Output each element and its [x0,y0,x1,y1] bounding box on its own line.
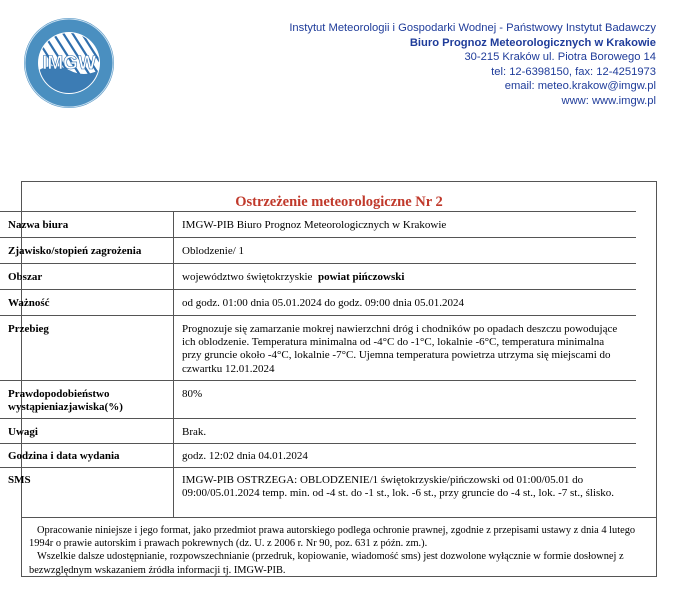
table-row [0,419,636,444]
row-value [174,264,637,290]
table-row [0,238,636,264]
copyright-paragraph: Opracowanie niniejsze i jego format, jako przedmiot prawa autorskiego podlega ochronie prawnej, zgodnie z przepisami ustawy z dnia 4 lutego 1994r o prawie autorskim i prawach pokrewnych (dz. U. z 2006 r. Nr 90, poz. 631 z późn. zm.). [29,525,636,550]
row-label: Obszar [0,264,174,290]
region-county: powiat pińczowski [317,271,405,283]
distribution-paragraph: Wszelkie dalsze udostępnianie, rozpowszechnianie (przedruk, kopiowanie, wiadomość sms) jest dozwolone wyłącznie w formie dosłownej z bezwzględnym wskazaniem źródła informacji tj. IMGW-PIB. [29,551,624,576]
copyright-notice [21,517,657,577]
row-value: Brak. [174,419,637,444]
table-row [0,444,636,468]
row-value: IMGW-PIB OSTRZEGA: OBLODZENIE/1 świętokrzyskie/pińczowski od 01:00/05.01 do 09:00/05.01.2024 temp. min. od -4 st. do -1 st., lok. -6 st., przy gruncie do -4 st., lok. -7 st., ślisko. [174,468,637,517]
row-value: 80% [174,381,637,419]
row-label: Zjawisko/stopień zagrożenia [0,238,174,264]
imgw-logo [22,16,116,110]
warning-table [0,211,636,517]
table-row [0,316,636,381]
logo-text: IMGW [42,53,96,74]
row-label: Przebieg [0,316,174,381]
row-label: Nazwa biura [0,212,174,238]
office-name: Biuro Prognoz Meteorologicznych w Krakowie [409,36,656,49]
row-value: od godz. 01:00 dnia 05.01.2024 do godz. 09:00 dnia 05.01.2024 [174,290,637,316]
row-label: Ważność [0,290,174,316]
website: www: www.imgw.pl [561,94,656,107]
institute-header [289,21,656,109]
row-label: SMS [0,468,174,517]
row-label: Prawdopodobieństwo wystąpieniazjawiska(%) [0,381,174,419]
table-row [0,264,636,290]
row-value: Oblodzenie/ 1 [174,238,637,264]
region-voivodeship: województwo świętokrzyskie [182,271,313,283]
table-row [0,212,636,238]
phone-fax: tel: 12-6398150, fax: 12-4251973 [491,65,656,78]
row-label: Uwagi [0,419,174,444]
email: email: meteo.krakow@imgw.pl [504,80,656,93]
row-value: Prognozuje się zamarzanie mokrej nawierzchni dróg i chodników po opadach deszczu powodujące ich oblodzenie. Temperatura minimalna od -4°C do -1°C, lokalnie -6°C, temperatura minimalna przy gruncie około -4°C, lokalnie -7°C. Ujemna temperatura powietrza utrzyma się miejscami do czwartku 12.01.2024 [174,316,637,381]
row-label: Godzina i data wydania [0,444,174,468]
table-row [0,290,636,316]
row-value: godz. 12:02 dnia 04.01.2024 [174,444,637,468]
row-value: IMGW-PIB Biuro Prognoz Meteorologicznych w Krakowie [174,212,637,238]
table-row [0,381,636,419]
institute-name: Instytut Meteorologii i Gospodarki Wodnej - Państwowy Instytut Badawczy [289,22,656,34]
address: 30-215 Kraków ul. Piotra Borowego 14 [464,51,656,64]
warning-title: Ostrzeżenie meteorologiczne Nr 2 [235,194,443,210]
table-row [0,468,636,517]
